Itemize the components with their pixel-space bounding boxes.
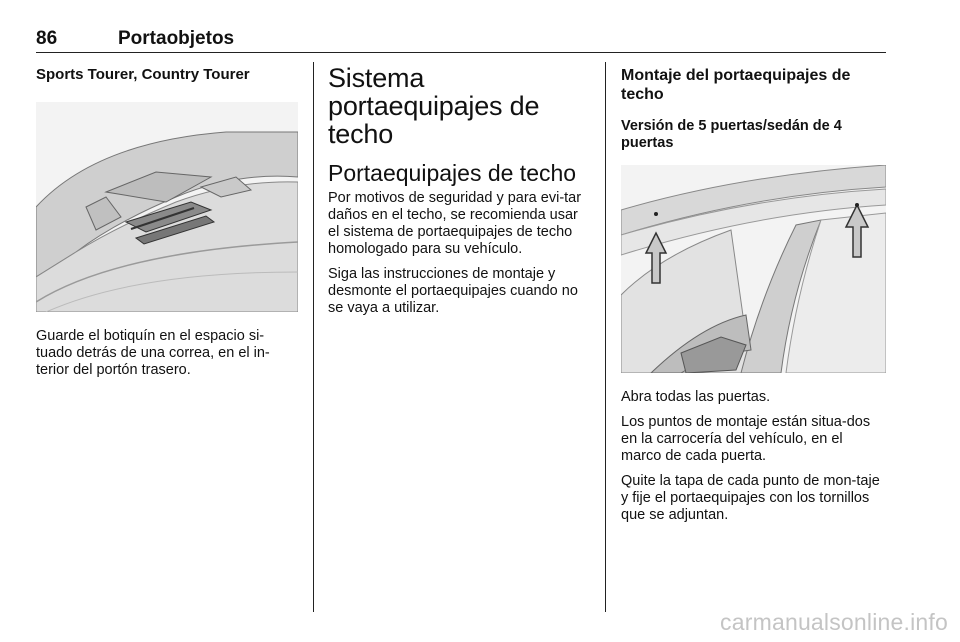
- column-divider: [605, 62, 606, 612]
- body-paragraph: Abra todas las puertas.: [621, 389, 771, 405]
- version-subheading: Versión de 5 puertas/sedán de 4 puertas: [621, 118, 842, 151]
- watermark: carmanualsonline.info: [720, 609, 948, 635]
- column-left: [36, 62, 298, 387]
- section-title: Portaobjetos: [118, 28, 235, 49]
- body-paragraph: Guarde el botiquín en el espacio si-tuado detrás de una correa, en el in-terior del portón trasero.: [36, 328, 270, 378]
- variant-heading: Sports Tourer, Country Tourer: [36, 66, 250, 83]
- column-middle: [328, 62, 590, 325]
- page-number: 86: [36, 28, 58, 49]
- body-paragraph: Por motivos de seguridad y para evi-tar daños en el techo, se recomienda usar el sistema de portaequipajes de techo homologado para su vehículo.: [328, 190, 582, 257]
- section-subtitle: Portaequipajes de techo: [328, 160, 577, 186]
- body-paragraph: Siga las instrucciones de montaje y desmonte el portaequipajes cuando no se vaya a utilizar.: [328, 266, 578, 316]
- roof-rack-illustration: [621, 165, 886, 373]
- mounting-heading: Montaje del portaequipajes de techo: [621, 67, 851, 103]
- body-paragraph: Quite la tapa de cada punto de mon-taje y fije el portaequipajes con los tornillos que se adjuntan.: [621, 473, 880, 523]
- chapter-title: Sistema portaequipajes de techo: [328, 63, 540, 149]
- body-paragraph: Los puntos de montaje están situa-dos en la carrocería del vehículo, en el marco de cada puerta.: [621, 414, 871, 464]
- trunk-lid-illustration: [36, 102, 298, 312]
- column-divider: [313, 62, 314, 612]
- column-right: [621, 62, 886, 532]
- page-header: [36, 26, 886, 53]
